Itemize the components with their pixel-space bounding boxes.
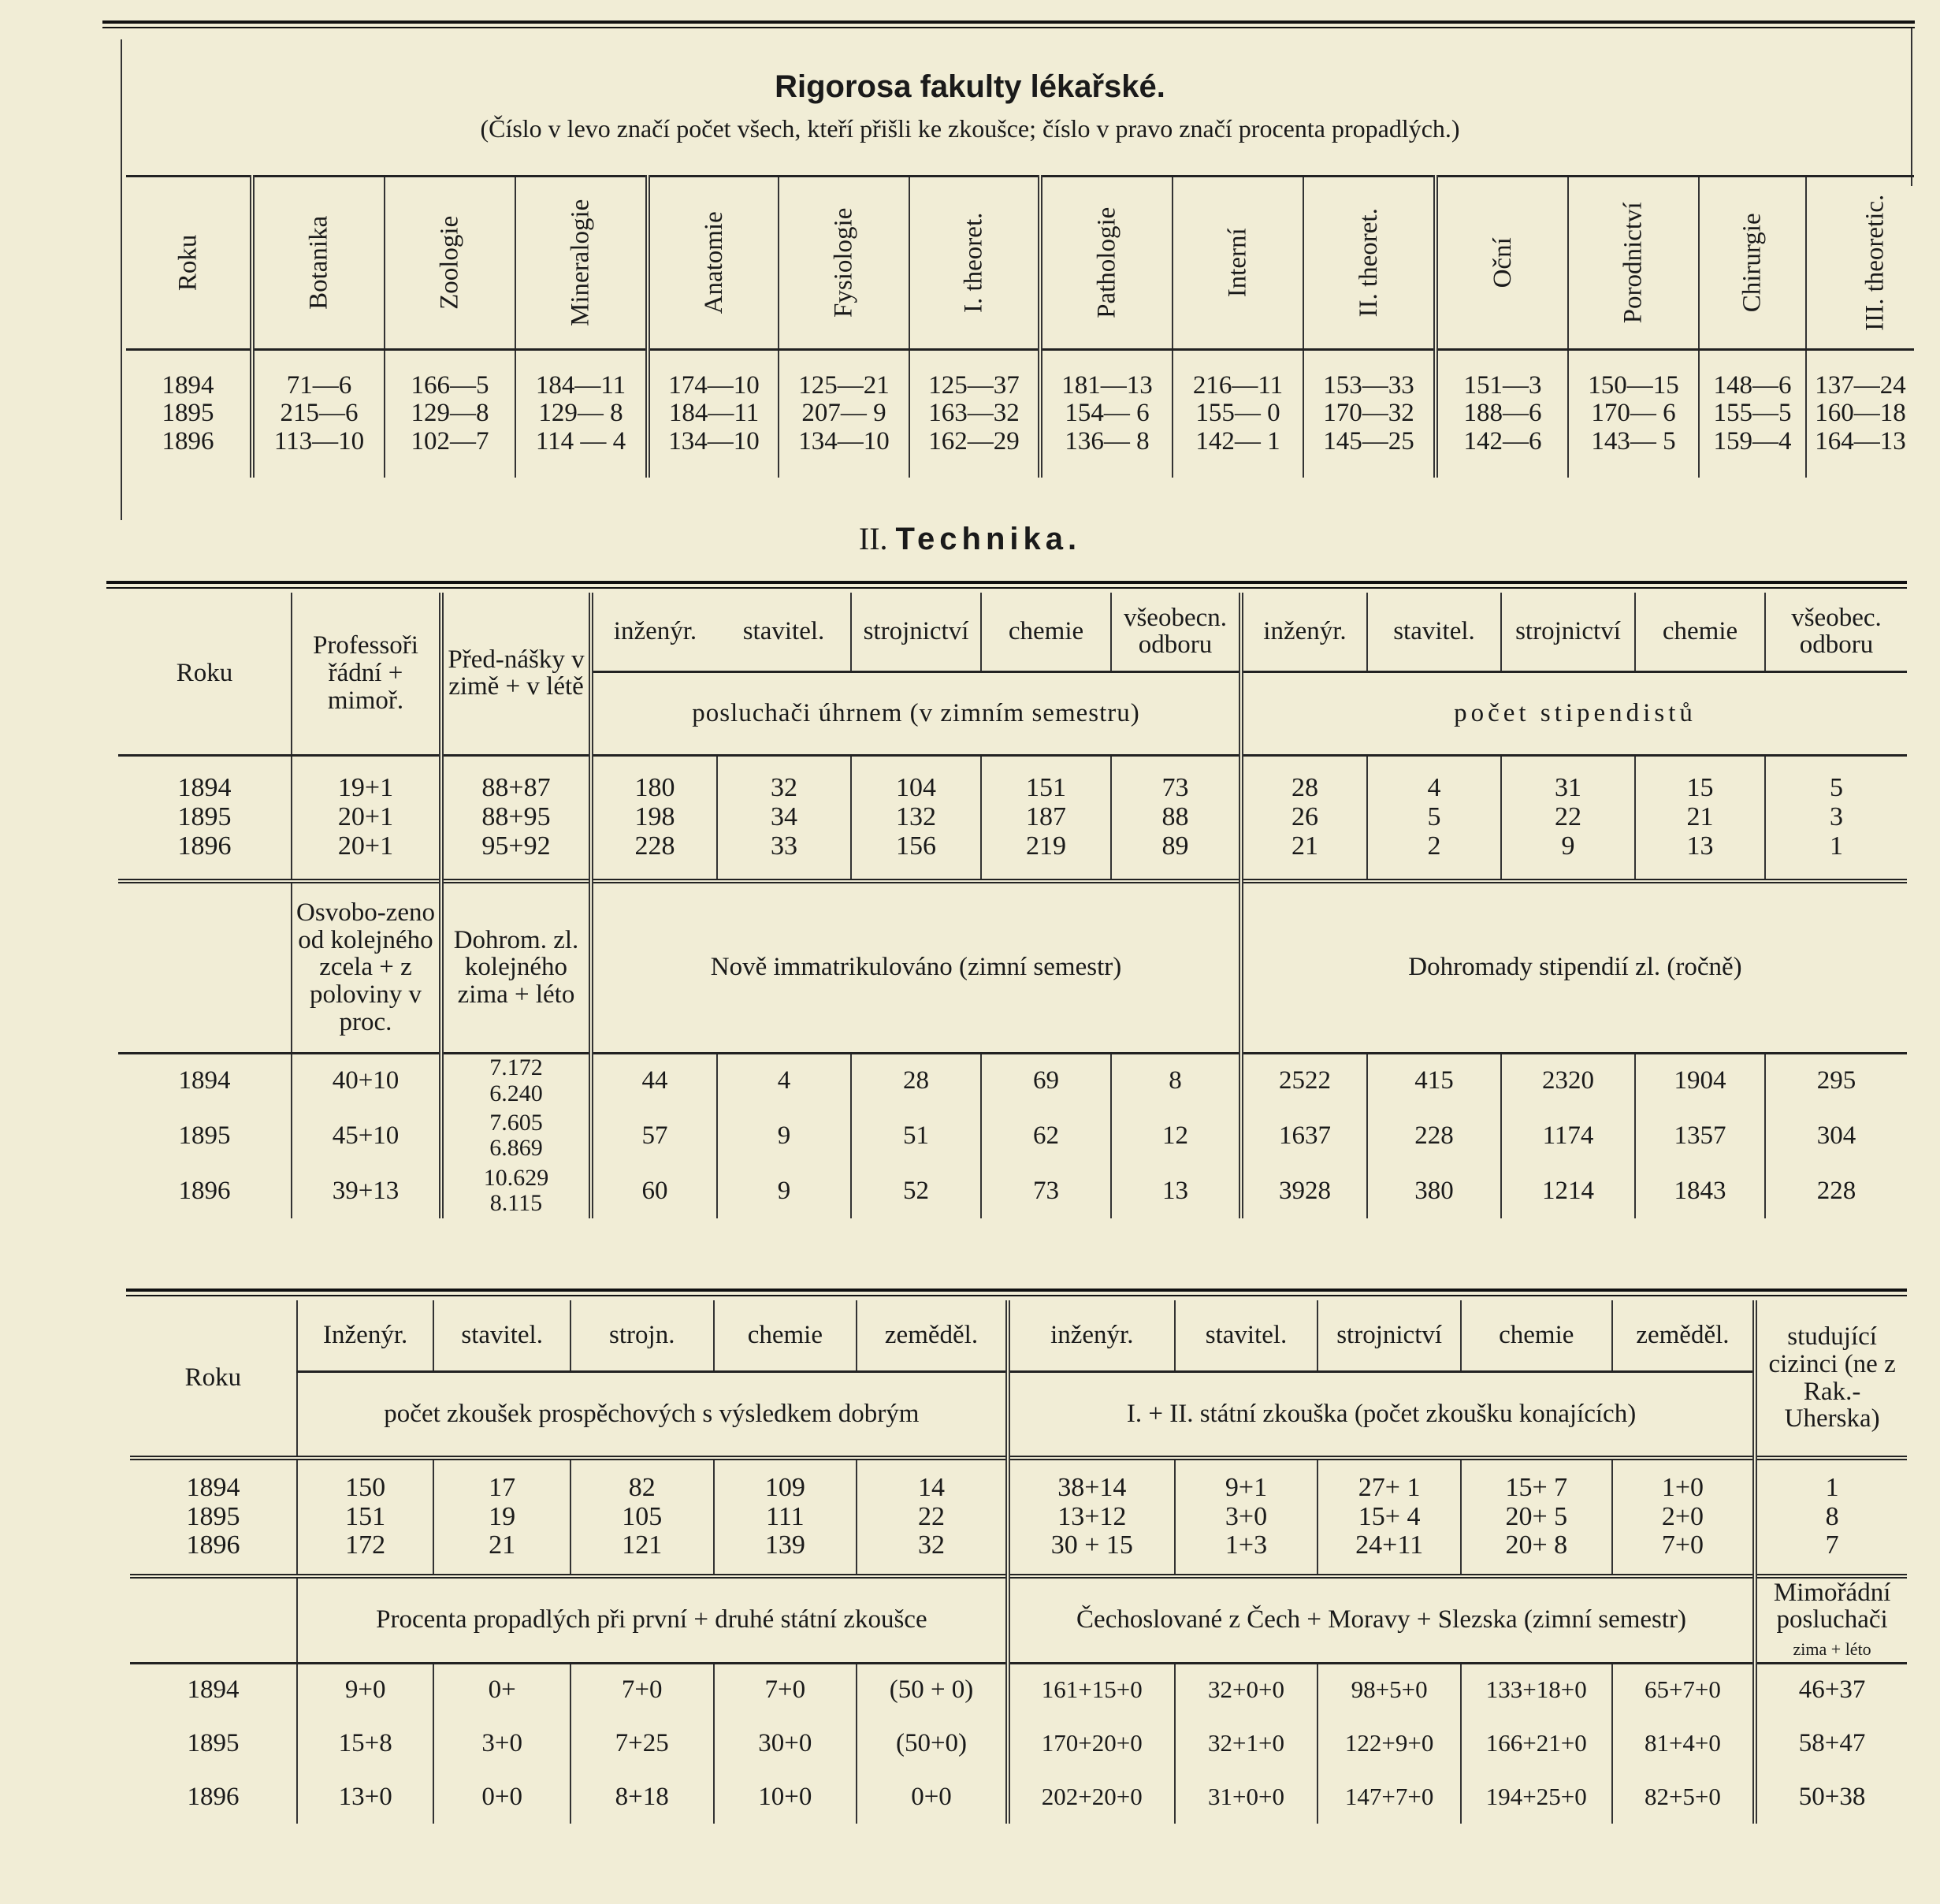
subject-i-theoret: I. theoret.: [909, 177, 1040, 350]
data-cell: 295: [1765, 1053, 1907, 1108]
roku-header: Roku: [184, 1363, 242, 1393]
branch-header: všeobec. odboru: [1765, 593, 1907, 671]
data-cell: 148—6 155—5 159—4: [1699, 350, 1806, 478]
data-cell: 60: [591, 1163, 717, 1218]
data-cell: 147+7+0: [1317, 1770, 1461, 1824]
group-row: [130, 1371, 1907, 1458]
lectures-header: Před-nášky v zimě + v létě: [441, 593, 591, 755]
professors-header: Professoři řádní + mimoř.: [292, 593, 441, 755]
subject-zoologie: Zoologie: [385, 177, 515, 350]
data-cell: 7+25: [570, 1716, 714, 1770]
fees-header: Dohrom. zl. kolejného zima + léto: [441, 881, 591, 1053]
years-cell: 1894 1895 1896: [126, 350, 252, 478]
subject-ocni: Oční: [1436, 177, 1568, 350]
data-cell: 7+0: [570, 1663, 714, 1716]
medicine-header-row: [126, 177, 1914, 350]
header-row: [130, 1300, 1907, 1371]
branch-header: chemie: [714, 1300, 857, 1371]
data-cell: 216—11 155— 0 142— 1: [1173, 350, 1303, 478]
medicine-table: [126, 175, 1914, 478]
subject-anatomie: Anatomie: [648, 177, 779, 350]
technika-top-rule: [106, 581, 1907, 589]
data-cell: 51: [851, 1108, 981, 1163]
data-row: [130, 1458, 1907, 1576]
data-cell: 125—21 207— 9 134—10: [779, 350, 909, 478]
data-cell: 13: [1111, 1163, 1241, 1218]
exempt-cell: 45+10: [292, 1108, 441, 1163]
data-cell: 1637: [1241, 1108, 1367, 1163]
data-cell: 31+0+0: [1175, 1770, 1318, 1824]
data-cell: 166+21+0: [1461, 1716, 1612, 1770]
t4-row-1894: [130, 1663, 1907, 1716]
data-cell: 109 111 139: [714, 1458, 857, 1576]
data-cell: 46+37: [1755, 1663, 1907, 1716]
data-cell: 161+15+0: [1008, 1663, 1175, 1716]
data-cell: 125—37 163—32 162—29: [909, 350, 1040, 478]
data-cell: 194+25+0: [1461, 1770, 1612, 1824]
year-cell: 1894: [130, 1663, 297, 1716]
data-cell: 57: [591, 1108, 717, 1163]
data-cell: 304: [1765, 1108, 1907, 1163]
data-cell: 150—15 170— 6 143— 5: [1568, 350, 1699, 478]
blank-cell: [130, 1576, 297, 1663]
year-header: Roku: [126, 177, 252, 350]
subject-ii-theoret: II. theoret.: [1303, 177, 1436, 350]
branch-header: chemie: [1635, 593, 1765, 671]
data-cell: 170+20+0: [1008, 1716, 1175, 1770]
technika-exam-table: [130, 1300, 1907, 1824]
failed-percent-group-header: Procenta propadlých při první + druhé státní zkoušce: [297, 1576, 1008, 1663]
exempt-cell: 39+13: [292, 1163, 441, 1218]
data-cell: 13+0: [297, 1770, 434, 1824]
medicine-data-row: [126, 350, 1914, 478]
data-cell: 50+38: [1755, 1770, 1907, 1824]
exempt-header: Osvobo-zeno od kolejného zcela + z poloviny v proc.: [292, 881, 441, 1053]
fees-cell: 10.629 8.115: [441, 1163, 591, 1218]
branch-header: inženýr.: [591, 593, 717, 671]
branch-header: stavitel.: [433, 1300, 570, 1371]
data-cell: 2320: [1501, 1053, 1635, 1108]
branch-header: chemie: [1461, 1300, 1612, 1371]
progress-exams-group-header: počet zkoušek prospěchových s výsledkem dobrým: [297, 1371, 1008, 1458]
data-cell: 3928: [1241, 1163, 1367, 1218]
data-cell: 32+0+0: [1175, 1663, 1318, 1716]
subject-iii-theoretic: III. theoretic.: [1806, 177, 1914, 350]
data-cell: 1357: [1635, 1108, 1765, 1163]
branch-header: strojnictví: [1501, 593, 1635, 671]
subject-mineralogie: Mineralogie: [515, 177, 648, 350]
extra-listeners-label: Mimořádní posluchači: [1773, 1578, 1891, 1634]
data-cell: 104 132 156: [851, 755, 981, 881]
branch-header: chemie: [981, 593, 1111, 671]
data-cell: 71—6 215—6 113—10: [252, 350, 385, 478]
data-cell: 133+18+0: [1461, 1663, 1612, 1716]
branch-header: stavitel.: [742, 616, 825, 645]
technika-title: [0, 520, 1940, 557]
data-cell: 82 105 121: [570, 1458, 714, 1576]
branch-header: zeměděl.: [1612, 1300, 1756, 1371]
t2-row-1894: [118, 1053, 1907, 1108]
branch-header: všeobecn. odboru: [1111, 593, 1241, 671]
data-cell: 415: [1367, 1053, 1501, 1108]
t4-row-1895: [130, 1716, 1907, 1770]
foreign-students-header: studující cizinci (ne z Rak.-Uherska): [1755, 1300, 1907, 1458]
data-cell: 8: [1111, 1053, 1241, 1108]
data-cell: 202+20+0: [1008, 1770, 1175, 1824]
data-cell: 174—10 184—11 134—10: [648, 350, 779, 478]
year-cell: 1896: [187, 1782, 240, 1811]
lectures-cell: 88+87 88+95 95+92: [441, 755, 591, 881]
data-cell: 82+5+0: [1612, 1770, 1756, 1824]
data-cell: 9: [717, 1108, 851, 1163]
data-cell: 15+ 7 20+ 5 20+ 8: [1461, 1458, 1612, 1576]
data-cell: 166—5 129—8 102—7: [385, 350, 515, 478]
data-cell: 1843: [1635, 1163, 1765, 1218]
data-cell: 44: [591, 1053, 717, 1108]
branch-header: stavitel.: [1175, 1300, 1318, 1371]
blank-cell: [118, 881, 292, 1053]
branch-header: strojnictví: [851, 593, 981, 671]
data-cell: 151 187 219: [981, 755, 1111, 881]
data-cell: 9: [717, 1163, 851, 1218]
data-cell: 32 34 33: [717, 755, 851, 881]
exam-top-rule: [126, 1289, 1907, 1296]
data-cell: 15 21 13: [1635, 755, 1765, 881]
data-cell: 58+47: [1755, 1716, 1907, 1770]
data-cell: 81+4+0: [1612, 1716, 1756, 1770]
group-row-2: [130, 1576, 1907, 1663]
data-cell: 7+0: [714, 1663, 857, 1716]
subject-pathologie: Pathologie: [1040, 177, 1173, 350]
branch-header: inženýr.: [1241, 593, 1367, 671]
data-cell: 380: [1367, 1163, 1501, 1218]
data-cell: 228: [1765, 1163, 1907, 1218]
data-cell: 1214: [1501, 1163, 1635, 1218]
subject-porodnictvi: Porodnictví: [1568, 177, 1699, 350]
data-cell: 73: [981, 1163, 1111, 1218]
listeners-group-header: posluchači úhrnem (v zimním semestru): [591, 671, 1241, 755]
data-cell: 31 22 9: [1501, 755, 1635, 881]
year-cell: 1895: [178, 1121, 231, 1150]
medicine-title: Rigorosa fakulty lékařské.: [775, 69, 1165, 104]
data-cell: 151—3 188—6 142—6: [1436, 350, 1568, 478]
data-cell: 0+0: [857, 1770, 1008, 1824]
data-cell: 9+1 3+0 1+3: [1175, 1458, 1318, 1576]
state-exams-group-header: I. + II. státní zkouška (počet zkoušku konajících): [1008, 1371, 1755, 1458]
data-cell: 69: [981, 1053, 1111, 1108]
professors-cell: 19+1 20+1 20+1: [292, 755, 441, 881]
data-cell: 122+9+0: [1317, 1716, 1461, 1770]
data-cell: 14 22 32: [857, 1458, 1008, 1576]
top-rule: [102, 20, 1915, 28]
medicine-subtitle: (Číslo v levo značí počet všech, kteří přišli ke zkoušce; číslo v pravo značí procenta propadlých.): [480, 114, 1460, 143]
data-cell: 73 88 89: [1111, 755, 1241, 881]
data-cell: 27+ 1 15+ 4 24+11: [1317, 1458, 1461, 1576]
data-cell: 8+18: [570, 1770, 714, 1824]
fees-cell: 7.172 6.240: [441, 1053, 591, 1108]
year-cell: 1896: [178, 1176, 231, 1205]
data-cell: 4: [717, 1053, 851, 1108]
data-row: [118, 755, 1907, 881]
data-cell: (50 + 0): [857, 1663, 1008, 1716]
data-cell: 181—13 154— 6 136— 8: [1040, 350, 1173, 478]
technika-staff-table: [118, 593, 1907, 1218]
years-cell: 1894 1895 1896: [118, 755, 292, 881]
branch-header: inženýr.: [1008, 1300, 1175, 1371]
data-cell: (50+0): [857, 1716, 1008, 1770]
data-cell: 4 5 2: [1367, 755, 1501, 881]
header-row: [118, 593, 1907, 671]
branch-header: Inženýr.: [297, 1300, 434, 1371]
data-cell: 1 8 7: [1755, 1458, 1907, 1576]
stipend-total-group-header: Dohromady stipendií zl. (ročně): [1241, 881, 1907, 1053]
data-cell: 10+0: [714, 1770, 857, 1824]
data-cell: 28: [851, 1053, 981, 1108]
left-frame-line: [121, 39, 122, 520]
data-cell: 9+0: [297, 1663, 434, 1716]
data-cell: 137—24 160—18 164—13: [1806, 350, 1914, 478]
data-cell: 1+0 2+0 7+0: [1612, 1458, 1756, 1576]
t2-row-1896: [118, 1163, 1907, 1218]
branch-header: strojnictví: [1317, 1300, 1461, 1371]
data-cell: 3+0: [433, 1716, 570, 1770]
data-cell: 62: [981, 1108, 1111, 1163]
data-cell: 5 3 1: [1765, 755, 1907, 881]
t2-row-1895: [118, 1108, 1907, 1163]
branch-header: stavitel.: [1367, 593, 1501, 671]
data-cell: 184—11 129— 8 114 — 4: [515, 350, 648, 478]
extra-listeners-sublabel: zima + léto: [1793, 1639, 1871, 1660]
years-cell: 1894 1895 1896: [130, 1458, 297, 1576]
data-cell: 2522: [1241, 1053, 1367, 1108]
data-cell: 0+: [433, 1663, 570, 1716]
extra-listeners-header: [1755, 1576, 1907, 1663]
data-cell: 1904: [1635, 1053, 1765, 1108]
data-cell: 52: [851, 1163, 981, 1218]
roku-header: Roku: [176, 658, 233, 687]
data-cell: 15+8: [297, 1716, 434, 1770]
branch-header: zeměděl.: [857, 1300, 1008, 1371]
stipend-count-group-header: počet stipendistů: [1241, 671, 1907, 755]
czechoslovak-group-header: Čechoslované z Čech + Moravy + Slezska (zimní semestr): [1008, 1576, 1755, 1663]
subject-botanika: Botanika: [252, 177, 385, 350]
year-cell: 1894: [118, 1053, 292, 1108]
data-cell: 180 198 228: [591, 755, 717, 881]
data-cell: 1174: [1501, 1108, 1635, 1163]
immatriculated-group-header: Nově immatrikulováno (zimní semestr): [591, 881, 1241, 1053]
data-cell: 12: [1111, 1108, 1241, 1163]
exempt-cell: 40+10: [292, 1053, 441, 1108]
subject-chirurgie: Chirurgie: [1699, 177, 1806, 350]
technika-title-text: Technika.: [895, 522, 1082, 556]
data-cell: 65+7+0: [1612, 1663, 1756, 1716]
data-cell: 228: [1367, 1108, 1501, 1163]
subject-fysiologie: Fysiologie: [779, 177, 909, 350]
right-frame-line: [1911, 28, 1912, 186]
data-cell: 150 151 172: [297, 1458, 434, 1576]
data-cell: 28 26 21: [1241, 755, 1367, 881]
data-cell: 0+0: [433, 1770, 570, 1824]
data-cell: 38+14 13+12 30 + 15: [1008, 1458, 1175, 1576]
data-cell: 17 19 21: [433, 1458, 570, 1576]
data-cell: 98+5+0: [1317, 1663, 1461, 1716]
t4-row-1896: [130, 1770, 1907, 1824]
technika-title-number: II.: [858, 521, 888, 556]
header-row-2: [118, 881, 1907, 1053]
data-cell: 32+1+0: [1175, 1716, 1318, 1770]
data-cell: 153—33 170—32 145—25: [1303, 350, 1436, 478]
subject-interni: Interní: [1173, 177, 1303, 350]
branch-header: strojn.: [570, 1300, 714, 1371]
fees-cell: 7.605 6.869: [441, 1108, 591, 1163]
year-cell: 1895: [187, 1728, 240, 1757]
data-cell: 30+0: [714, 1716, 857, 1770]
